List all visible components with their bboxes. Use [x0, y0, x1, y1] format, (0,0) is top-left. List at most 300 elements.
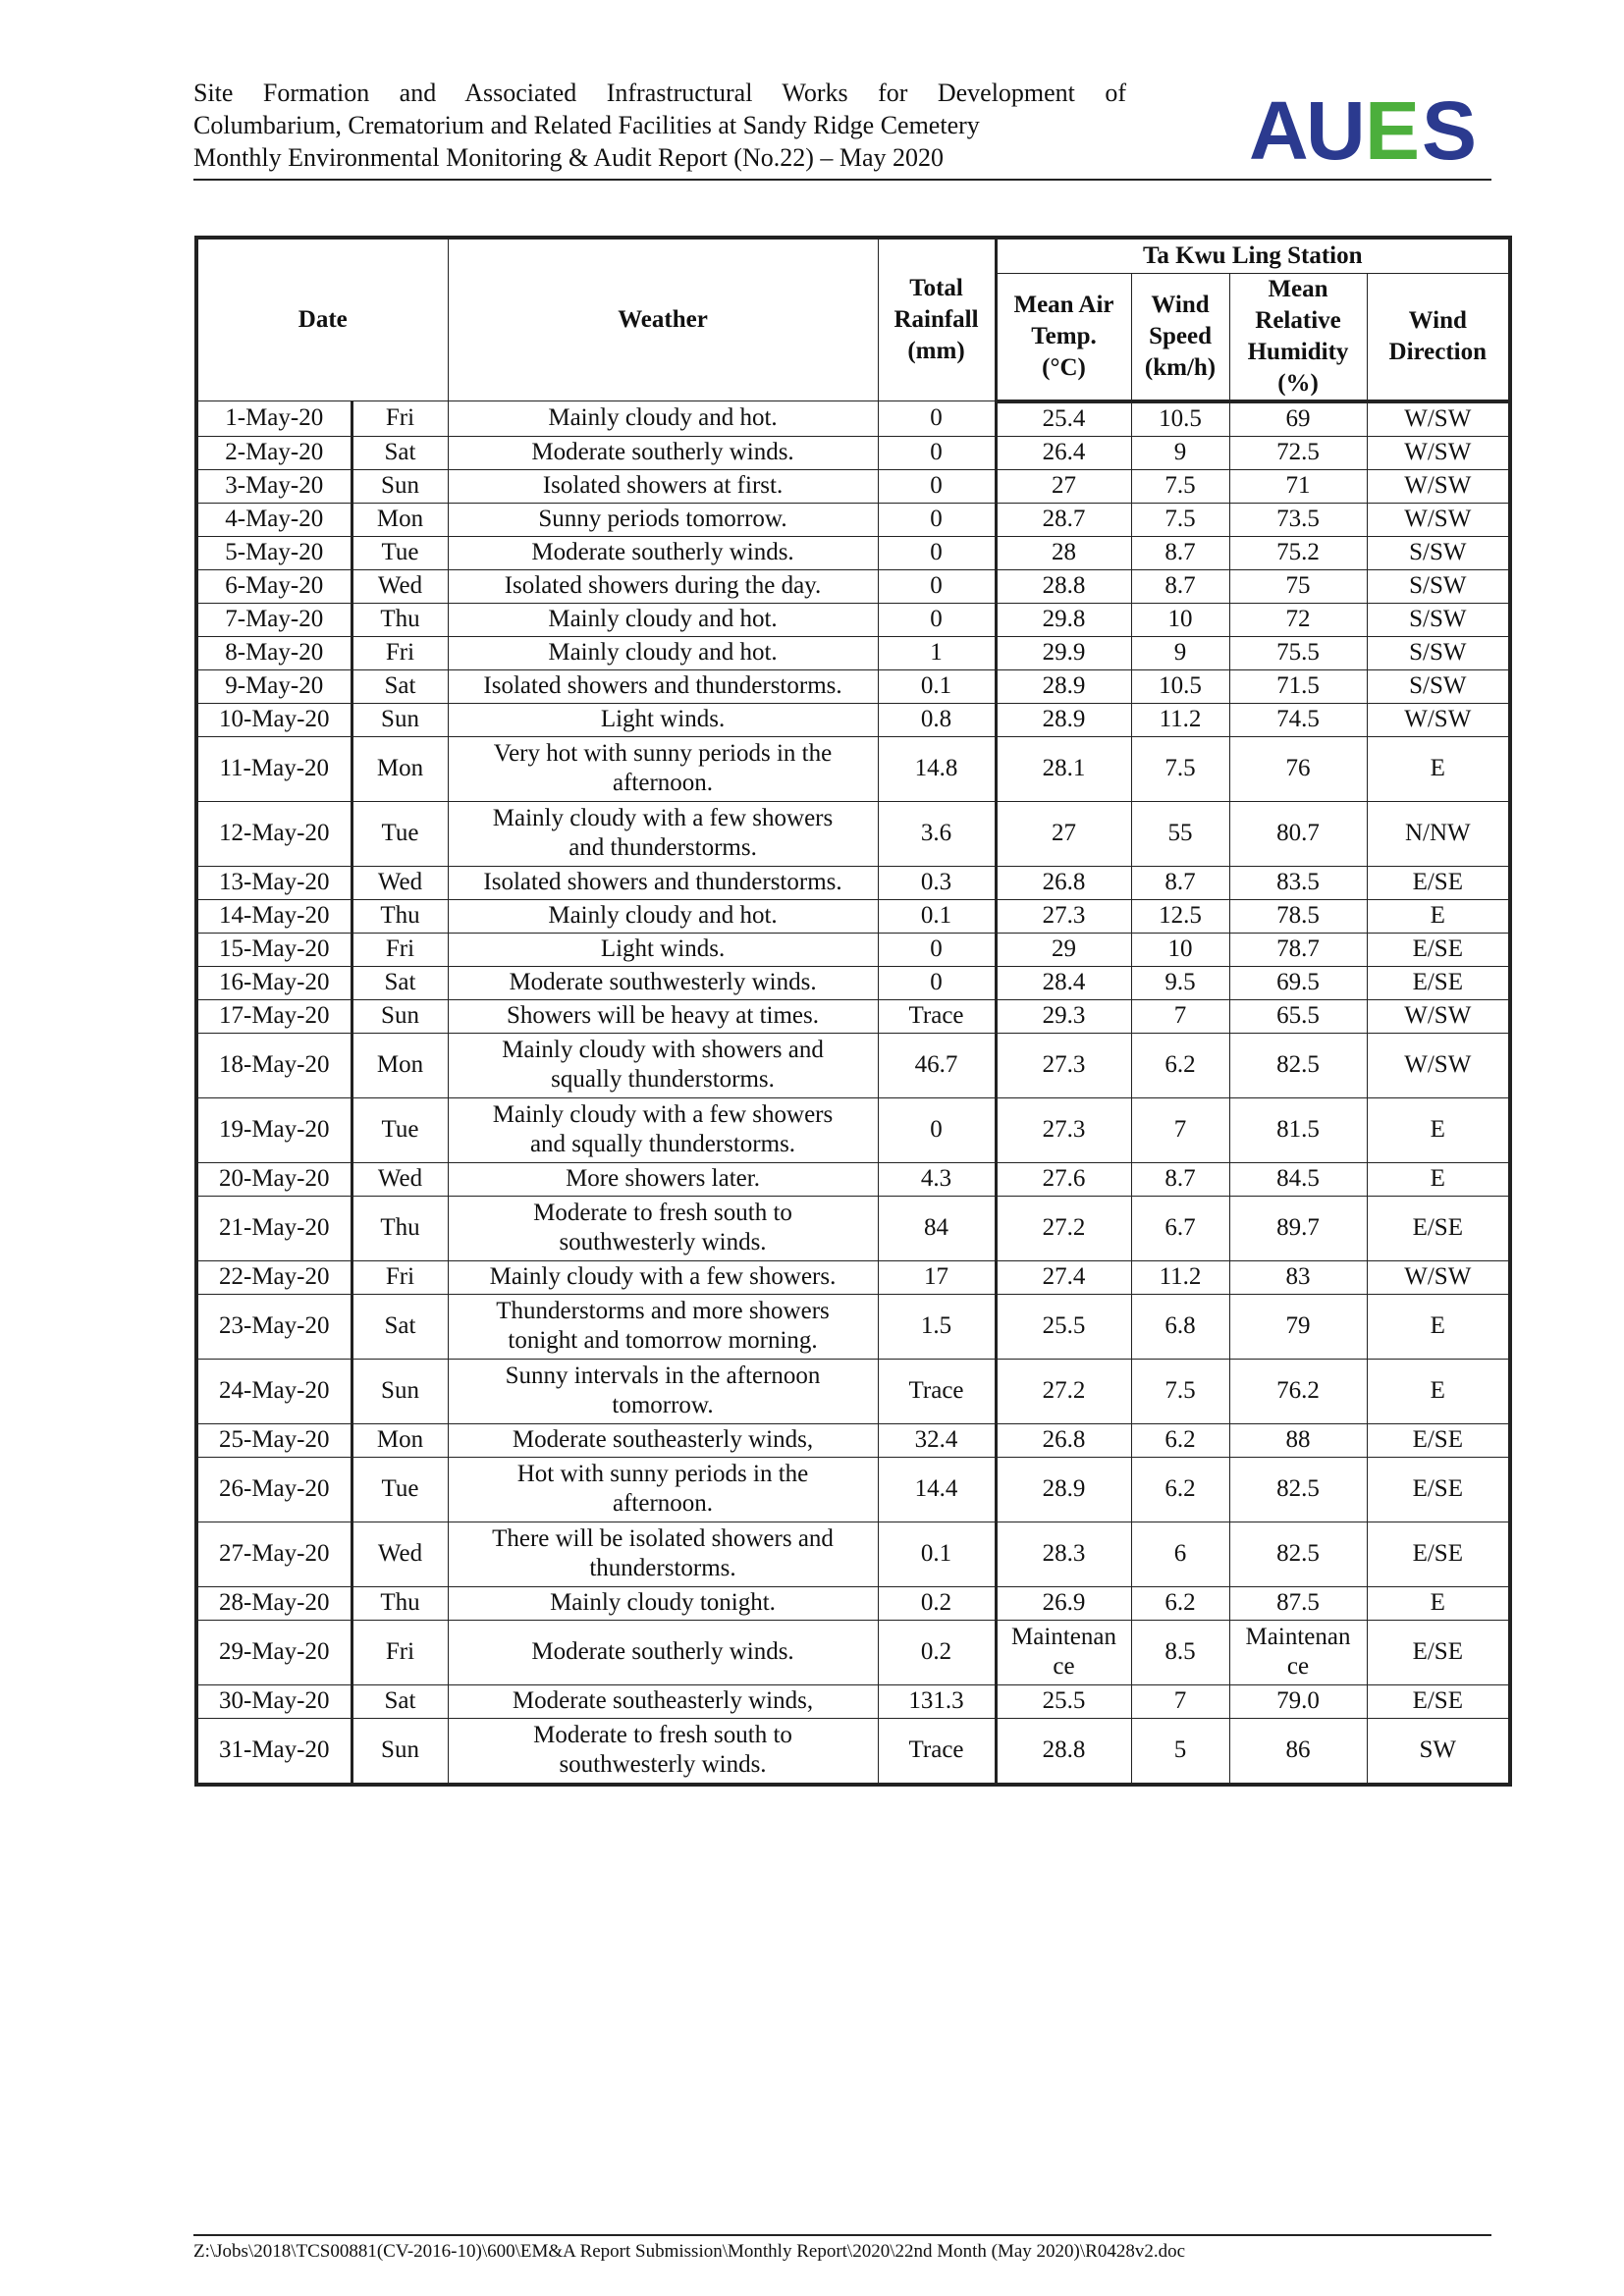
- table-row: [196, 1097, 1510, 1162]
- wind-speed-cell: 10.5: [1131, 401, 1229, 437]
- wind-speed-cell: 7: [1131, 1684, 1229, 1718]
- wind-speed-cell: 6.2: [1131, 1586, 1229, 1620]
- rainfall-cell: 0.3: [878, 866, 996, 899]
- table-row: [196, 636, 1510, 669]
- humidity-cell: 83.5: [1229, 866, 1367, 899]
- rainfall-cell: 32.4: [878, 1423, 996, 1457]
- temp-cell: 25.5: [996, 1684, 1131, 1718]
- date-cell: 17-May-20: [196, 999, 352, 1033]
- weather-cell: Mainly cloudy and hot.: [448, 401, 878, 437]
- rainfall-cell: 84: [878, 1196, 996, 1260]
- temp-cell: 26.9: [996, 1586, 1131, 1620]
- humidity-cell: 78.5: [1229, 899, 1367, 933]
- day-cell: Sat: [352, 966, 448, 999]
- wind-speed-cell: 10.5: [1131, 669, 1229, 703]
- table-body: [196, 401, 1510, 1785]
- footer-divider: [193, 2234, 1491, 2236]
- wind-speed-cell: 8.7: [1131, 569, 1229, 603]
- weather-cell: Moderate to fresh south to southwesterly winds.: [448, 1718, 878, 1785]
- weather-cell: Moderate to fresh south to southwesterly winds.: [448, 1196, 878, 1260]
- wind-direction-cell: S/SW: [1367, 636, 1510, 669]
- rainfall-header: Total Rainfall (mm): [878, 238, 996, 401]
- humidity-cell: 75.2: [1229, 536, 1367, 569]
- temp-cell: 26.8: [996, 866, 1131, 899]
- day-cell: Sat: [352, 669, 448, 703]
- page-header: [193, 77, 1489, 179]
- rainfall-cell: Trace: [878, 1718, 996, 1785]
- humidity-cell: 65.5: [1229, 999, 1367, 1033]
- day-cell: Fri: [352, 401, 448, 437]
- temp-cell: 25.5: [996, 1294, 1131, 1359]
- table-row: [196, 1718, 1510, 1785]
- wind-direction-cell: W/SW: [1367, 503, 1510, 536]
- weather-cell: Isolated showers during the day.: [448, 569, 878, 603]
- date-cell: 2-May-20: [196, 436, 352, 469]
- date-cell: 8-May-20: [196, 636, 352, 669]
- rainfall-cell: 0.2: [878, 1620, 996, 1684]
- date-cell: 30-May-20: [196, 1684, 352, 1718]
- wind-speed-cell: 7.5: [1131, 469, 1229, 503]
- table-row: [196, 703, 1510, 736]
- table-row: [196, 1359, 1510, 1423]
- humidity-cell: 76.2: [1229, 1359, 1367, 1423]
- temp-cell: 28.7: [996, 503, 1131, 536]
- temp-cell: 28.4: [996, 966, 1131, 999]
- rainfall-cell: 1: [878, 636, 996, 669]
- temp-cell: 29: [996, 933, 1131, 966]
- table-row: [196, 603, 1510, 636]
- temp-cell: 27.6: [996, 1162, 1131, 1196]
- weather-cell: Mainly cloudy and hot.: [448, 899, 878, 933]
- humidity-cell: 84.5: [1229, 1162, 1367, 1196]
- day-cell: Wed: [352, 866, 448, 899]
- table-row: [196, 933, 1510, 966]
- humidity-cell: 87.5: [1229, 1586, 1367, 1620]
- date-cell: 11-May-20: [196, 736, 352, 801]
- temp-header: Mean Air Temp. (°C): [996, 273, 1131, 401]
- humidity-cell: 86: [1229, 1718, 1367, 1785]
- wind-direction-cell: E: [1367, 1294, 1510, 1359]
- day-cell: Tue: [352, 1457, 448, 1522]
- table-row: [196, 1522, 1510, 1586]
- wind-direction-cell: E: [1367, 1586, 1510, 1620]
- wind-speed-cell: 6.2: [1131, 1457, 1229, 1522]
- wind-speed-cell: 6.7: [1131, 1196, 1229, 1260]
- wind-speed-cell: 10: [1131, 603, 1229, 636]
- date-header: Date: [196, 238, 448, 401]
- rainfall-cell: Trace: [878, 999, 996, 1033]
- rainfall-cell: 0: [878, 469, 996, 503]
- temp-cell: 27.2: [996, 1196, 1131, 1260]
- table-row: [196, 1294, 1510, 1359]
- date-cell: 3-May-20: [196, 469, 352, 503]
- rainfall-cell: 0.1: [878, 899, 996, 933]
- day-cell: Wed: [352, 1522, 448, 1586]
- temp-cell: 27.4: [996, 1260, 1131, 1294]
- wind-direction-cell: S/SW: [1367, 569, 1510, 603]
- wind-speed-cell: 8.7: [1131, 536, 1229, 569]
- day-cell: Sat: [352, 436, 448, 469]
- rainfall-cell: 0: [878, 503, 996, 536]
- date-cell: 19-May-20: [196, 1097, 352, 1162]
- weather-cell: Mainly cloudy with a few showers and squally thunderstorms.: [448, 1097, 878, 1162]
- humidity-cell: 81.5: [1229, 1097, 1367, 1162]
- wind-speed-cell: 10: [1131, 933, 1229, 966]
- title-line-2: Columbarium, Crematorium and Related Facilities at Sandy Ridge Cemetery: [193, 111, 980, 139]
- day-cell: Sun: [352, 1359, 448, 1423]
- date-cell: 23-May-20: [196, 1294, 352, 1359]
- rainfall-cell: 14.8: [878, 736, 996, 801]
- weather-table: [194, 236, 1512, 1787]
- humidity-cell: Maintenan ce: [1229, 1620, 1367, 1684]
- weather-cell: Moderate southerly winds.: [448, 1620, 878, 1684]
- logo-letter-s: S: [1422, 90, 1478, 169]
- temp-cell: 28.9: [996, 1457, 1131, 1522]
- day-cell: Fri: [352, 933, 448, 966]
- wind-direction-cell: W/SW: [1367, 1033, 1510, 1097]
- rainfall-cell: 0: [878, 536, 996, 569]
- humidity-cell: 69: [1229, 401, 1367, 437]
- table-row: [196, 569, 1510, 603]
- weather-cell: Mainly cloudy tonight.: [448, 1586, 878, 1620]
- rainfall-cell: 14.4: [878, 1457, 996, 1522]
- day-cell: Thu: [352, 899, 448, 933]
- table-row: [196, 1586, 1510, 1620]
- weather-cell: Isolated showers and thunderstorms.: [448, 866, 878, 899]
- weather-cell: Moderate southerly winds.: [448, 536, 878, 569]
- wind-speed-cell: 11.2: [1131, 703, 1229, 736]
- weather-cell: Mainly cloudy and hot.: [448, 636, 878, 669]
- humidity-cell: 74.5: [1229, 703, 1367, 736]
- humidity-cell: 82.5: [1229, 1457, 1367, 1522]
- humidity-cell: 72.5: [1229, 436, 1367, 469]
- rainfall-cell: 131.3: [878, 1684, 996, 1718]
- day-cell: Mon: [352, 1423, 448, 1457]
- day-cell: Mon: [352, 1033, 448, 1097]
- table-row: [196, 801, 1510, 866]
- day-cell: Tue: [352, 1097, 448, 1162]
- rainfall-cell: 0.8: [878, 703, 996, 736]
- temp-cell: 28.9: [996, 703, 1131, 736]
- humidity-cell: 69.5: [1229, 966, 1367, 999]
- humidity-cell: 75: [1229, 569, 1367, 603]
- date-cell: 12-May-20: [196, 801, 352, 866]
- weather-cell: Sunny intervals in the afternoon tomorrow.: [448, 1359, 878, 1423]
- temp-cell: 26.4: [996, 436, 1131, 469]
- date-cell: 25-May-20: [196, 1423, 352, 1457]
- humidity-cell: 78.7: [1229, 933, 1367, 966]
- rainfall-cell: 0: [878, 933, 996, 966]
- wind-speed-cell: 5: [1131, 1718, 1229, 1785]
- weather-cell: Mainly cloudy with a few showers and thunderstorms.: [448, 801, 878, 866]
- day-cell: Wed: [352, 1162, 448, 1196]
- date-cell: 5-May-20: [196, 536, 352, 569]
- date-cell: 16-May-20: [196, 966, 352, 999]
- weather-cell: Mainly cloudy and hot.: [448, 603, 878, 636]
- temp-cell: 27.3: [996, 1097, 1131, 1162]
- wind-speed-cell: 6: [1131, 1522, 1229, 1586]
- wind-direction-cell: W/SW: [1367, 703, 1510, 736]
- date-cell: 7-May-20: [196, 603, 352, 636]
- date-cell: 26-May-20: [196, 1457, 352, 1522]
- wind-direction-cell: E: [1367, 1097, 1510, 1162]
- weather-cell: Isolated showers at first.: [448, 469, 878, 503]
- day-cell: Thu: [352, 1196, 448, 1260]
- table-row: [196, 1620, 1510, 1684]
- date-cell: 4-May-20: [196, 503, 352, 536]
- humidity-cell: 79: [1229, 1294, 1367, 1359]
- table-row: [196, 436, 1510, 469]
- day-cell: Mon: [352, 736, 448, 801]
- wind-direction-cell: E: [1367, 736, 1510, 801]
- wind-direction-cell: S/SW: [1367, 669, 1510, 703]
- table-row: [196, 469, 1510, 503]
- wind-direction-cell: SW: [1367, 1718, 1510, 1785]
- weather-cell: Moderate southwesterly winds.: [448, 966, 878, 999]
- rainfall-cell: 0: [878, 1097, 996, 1162]
- table-row: [196, 1196, 1510, 1260]
- day-cell: Sat: [352, 1684, 448, 1718]
- weather-cell: Mainly cloudy with showers and squally thunderstorms.: [448, 1033, 878, 1097]
- wind-speed-cell: 8.7: [1131, 866, 1229, 899]
- table-row: [196, 899, 1510, 933]
- temp-cell: 28.1: [996, 736, 1131, 801]
- temp-cell: 27: [996, 469, 1131, 503]
- date-cell: 1-May-20: [196, 401, 352, 437]
- wind-direction-cell: W/SW: [1367, 999, 1510, 1033]
- wind-direction-cell: E: [1367, 1359, 1510, 1423]
- weather-cell: Light winds.: [448, 933, 878, 966]
- weather-cell: More showers later.: [448, 1162, 878, 1196]
- date-cell: 18-May-20: [196, 1033, 352, 1097]
- day-cell: Sun: [352, 469, 448, 503]
- rainfall-cell: 0.1: [878, 669, 996, 703]
- rainfall-cell: 4.3: [878, 1162, 996, 1196]
- rainfall-cell: 0.1: [878, 1522, 996, 1586]
- day-cell: Wed: [352, 569, 448, 603]
- rainfall-cell: 17: [878, 1260, 996, 1294]
- weather-cell: Hot with sunny periods in the afternoon.: [448, 1457, 878, 1522]
- humidity-cell: 72: [1229, 603, 1367, 636]
- temp-cell: 29.9: [996, 636, 1131, 669]
- humidity-cell: 71.5: [1229, 669, 1367, 703]
- date-cell: 13-May-20: [196, 866, 352, 899]
- weather-header: Weather: [448, 238, 878, 401]
- wind-speed-cell: 6.2: [1131, 1423, 1229, 1457]
- table-row: [196, 1260, 1510, 1294]
- table-row: [196, 1684, 1510, 1718]
- wind-speed-cell: 9: [1131, 436, 1229, 469]
- humidity-header: Mean Relative Humidity (%): [1229, 273, 1367, 401]
- rainfall-cell: 1.5: [878, 1294, 996, 1359]
- date-cell: 29-May-20: [196, 1620, 352, 1684]
- date-cell: 27-May-20: [196, 1522, 352, 1586]
- wind-speed-cell: 7: [1131, 999, 1229, 1033]
- date-cell: 14-May-20: [196, 899, 352, 933]
- date-cell: 31-May-20: [196, 1718, 352, 1785]
- wind-direction-cell: W/SW: [1367, 401, 1510, 437]
- rainfall-cell: 0: [878, 603, 996, 636]
- humidity-cell: 71: [1229, 469, 1367, 503]
- header-divider: [193, 179, 1491, 181]
- humidity-cell: 82.5: [1229, 1033, 1367, 1097]
- wind-direction-cell: W/SW: [1367, 469, 1510, 503]
- wind-direction-cell: E/SE: [1367, 866, 1510, 899]
- wind-speed-cell: 11.2: [1131, 1260, 1229, 1294]
- humidity-cell: 76: [1229, 736, 1367, 801]
- title-line-1: Site Formation and Associated Infrastructural Works for Development of: [193, 79, 1126, 107]
- wind-speed-cell: 7: [1131, 1097, 1229, 1162]
- humidity-cell: 82.5: [1229, 1522, 1367, 1586]
- weather-cell: Showers will be heavy at times.: [448, 999, 878, 1033]
- rainfall-cell: 46.7: [878, 1033, 996, 1097]
- wind-direction-cell: W/SW: [1367, 436, 1510, 469]
- humidity-cell: 75.5: [1229, 636, 1367, 669]
- wind-direction-cell: E/SE: [1367, 933, 1510, 966]
- table-row: [196, 736, 1510, 801]
- rainfall-cell: 0: [878, 966, 996, 999]
- weather-cell: Mainly cloudy with a few showers.: [448, 1260, 878, 1294]
- weather-cell: Sunny periods tomorrow.: [448, 503, 878, 536]
- day-cell: Tue: [352, 801, 448, 866]
- humidity-cell: 88: [1229, 1423, 1367, 1457]
- table-row: [196, 536, 1510, 569]
- day-cell: Sun: [352, 703, 448, 736]
- humidity-cell: 80.7: [1229, 801, 1367, 866]
- wind-direction-cell: E: [1367, 899, 1510, 933]
- day-cell: Sat: [352, 1294, 448, 1359]
- table-row: [196, 503, 1510, 536]
- date-cell: 22-May-20: [196, 1260, 352, 1294]
- temp-cell: 28: [996, 536, 1131, 569]
- wind-direction-cell: E: [1367, 1162, 1510, 1196]
- weather-cell: Moderate southerly winds.: [448, 436, 878, 469]
- rainfall-cell: 0.2: [878, 1586, 996, 1620]
- temp-cell: 28.3: [996, 1522, 1131, 1586]
- table-row: [196, 966, 1510, 999]
- wind-direction-cell: E/SE: [1367, 1457, 1510, 1522]
- wind-speed-header: Wind Speed (km/h): [1131, 273, 1229, 401]
- day-cell: Thu: [352, 1586, 448, 1620]
- date-cell: 9-May-20: [196, 669, 352, 703]
- humidity-cell: 83: [1229, 1260, 1367, 1294]
- wind-speed-cell: 9.5: [1131, 966, 1229, 999]
- temp-cell: 28.8: [996, 1718, 1131, 1785]
- date-cell: 15-May-20: [196, 933, 352, 966]
- temp-cell: 29.3: [996, 999, 1131, 1033]
- wind-direction-cell: E/SE: [1367, 1684, 1510, 1718]
- wind-speed-cell: 6.8: [1131, 1294, 1229, 1359]
- wind-direction-cell: E/SE: [1367, 1522, 1510, 1586]
- table-row: [196, 999, 1510, 1033]
- wind-direction-cell: N/NW: [1367, 801, 1510, 866]
- wind-speed-cell: 9: [1131, 636, 1229, 669]
- weather-cell: Very hot with sunny periods in the afternoon.: [448, 736, 878, 801]
- humidity-cell: 79.0: [1229, 1684, 1367, 1718]
- weather-cell: Thunderstorms and more showers tonight and tomorrow morning.: [448, 1294, 878, 1359]
- day-cell: Sun: [352, 1718, 448, 1785]
- table-row: [196, 401, 1510, 437]
- date-cell: 21-May-20: [196, 1196, 352, 1260]
- table-row: [196, 669, 1510, 703]
- aues-logo: [1249, 90, 1489, 169]
- wind-direction-cell: S/SW: [1367, 536, 1510, 569]
- wind-direction-header: Wind Direction: [1367, 273, 1510, 401]
- date-cell: 6-May-20: [196, 569, 352, 603]
- temp-cell: 29.8: [996, 603, 1131, 636]
- humidity-cell: 89.7: [1229, 1196, 1367, 1260]
- weather-cell: Light winds.: [448, 703, 878, 736]
- wind-direction-cell: E/SE: [1367, 1423, 1510, 1457]
- wind-speed-cell: 12.5: [1131, 899, 1229, 933]
- table-row: [196, 1423, 1510, 1457]
- day-cell: Mon: [352, 503, 448, 536]
- wind-speed-cell: 8.7: [1131, 1162, 1229, 1196]
- logo-letter-a: A: [1249, 90, 1309, 169]
- wind-speed-cell: 7.5: [1131, 503, 1229, 536]
- wind-direction-cell: W/SW: [1367, 1260, 1510, 1294]
- weather-cell: Isolated showers and thunderstorms.: [448, 669, 878, 703]
- logo-letter-e: E: [1365, 90, 1421, 169]
- table-row: [196, 1457, 1510, 1522]
- rainfall-cell: 0: [878, 436, 996, 469]
- weather-cell: Moderate southeasterly winds,: [448, 1684, 878, 1718]
- wind-speed-cell: 55: [1131, 801, 1229, 866]
- temp-cell: 28.8: [996, 569, 1131, 603]
- table-row: [196, 1033, 1510, 1097]
- title-line-3: Monthly Environmental Monitoring & Audit Report (No.22) – May 2020: [193, 143, 945, 172]
- temp-cell: 27: [996, 801, 1131, 866]
- rainfall-cell: 0: [878, 401, 996, 437]
- day-cell: Fri: [352, 1260, 448, 1294]
- humidity-cell: 73.5: [1229, 503, 1367, 536]
- temp-cell: Maintenan ce: [996, 1620, 1131, 1684]
- weather-cell: There will be isolated showers and thunderstorms.: [448, 1522, 878, 1586]
- date-cell: 20-May-20: [196, 1162, 352, 1196]
- rainfall-cell: 3.6: [878, 801, 996, 866]
- weather-cell: Moderate southeasterly winds,: [448, 1423, 878, 1457]
- day-cell: Fri: [352, 1620, 448, 1684]
- rainfall-cell: Trace: [878, 1359, 996, 1423]
- file-path: Z:\Jobs\2018\TCS00881(CV-2016-10)\600\EM&A Report Submission\Monthly Report\2020\22nd Month (May 2020)\R0428v2.doc: [193, 2241, 1186, 2262]
- rainfall-cell: 0: [878, 569, 996, 603]
- wind-direction-cell: E/SE: [1367, 1620, 1510, 1684]
- day-cell: Thu: [352, 603, 448, 636]
- table-row: [196, 1162, 1510, 1196]
- temp-cell: 25.4: [996, 401, 1131, 437]
- wind-speed-cell: 7.5: [1131, 1359, 1229, 1423]
- wind-direction-cell: E/SE: [1367, 1196, 1510, 1260]
- temp-cell: 26.8: [996, 1423, 1131, 1457]
- station-header: Ta Kwu Ling Station: [996, 238, 1510, 273]
- date-cell: 24-May-20: [196, 1359, 352, 1423]
- temp-cell: 27.2: [996, 1359, 1131, 1423]
- temp-cell: 27.3: [996, 899, 1131, 933]
- date-cell: 28-May-20: [196, 1586, 352, 1620]
- wind-direction-cell: S/SW: [1367, 603, 1510, 636]
- wind-speed-cell: 6.2: [1131, 1033, 1229, 1097]
- wind-speed-cell: 8.5: [1131, 1620, 1229, 1684]
- day-cell: Sun: [352, 999, 448, 1033]
- wind-direction-cell: E/SE: [1367, 966, 1510, 999]
- logo-letter-u: U: [1306, 90, 1366, 169]
- day-cell: Fri: [352, 636, 448, 669]
- report-title: [193, 77, 1126, 174]
- temp-cell: 28.9: [996, 669, 1131, 703]
- wind-speed-cell: 7.5: [1131, 736, 1229, 801]
- day-cell: Tue: [352, 536, 448, 569]
- temp-cell: 27.3: [996, 1033, 1131, 1097]
